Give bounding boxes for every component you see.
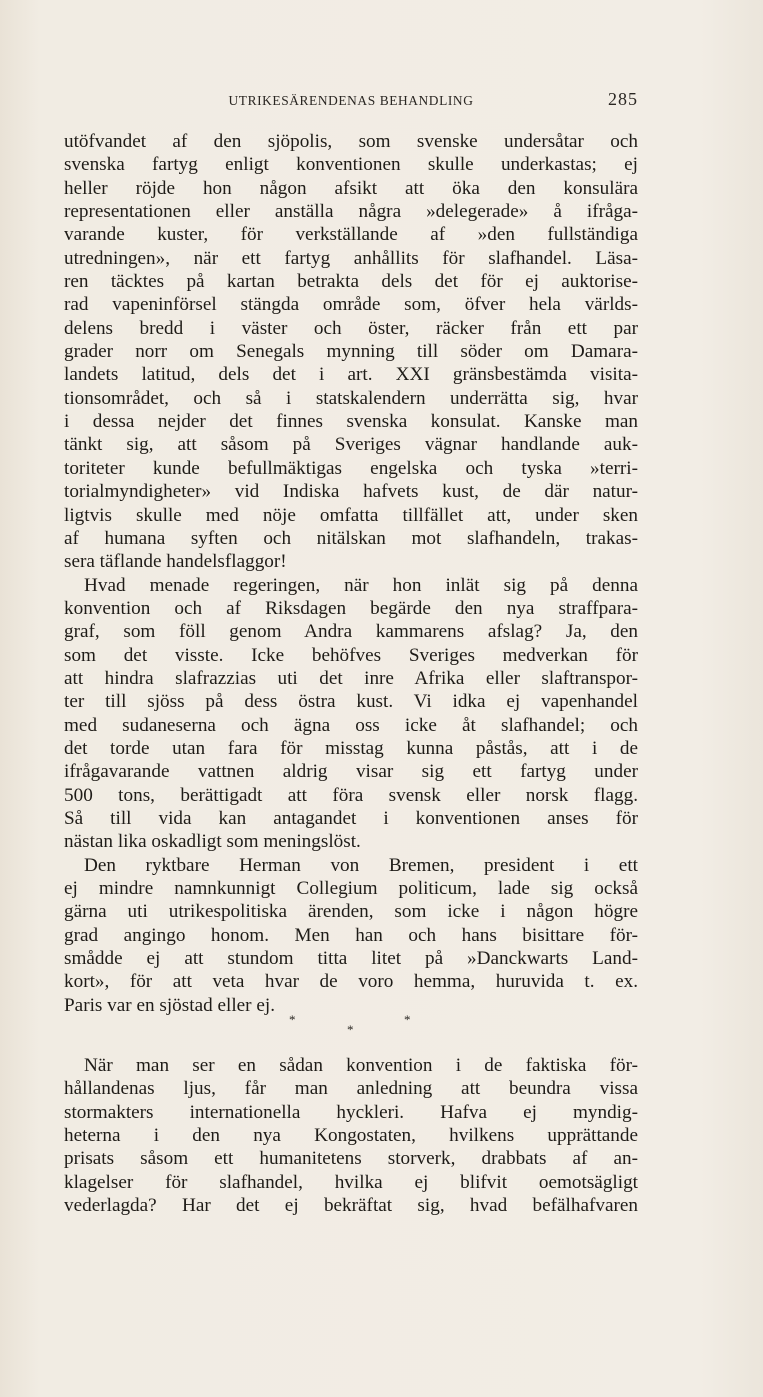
- text-line: med sudaneserna och ägna oss icke åt slafhandel; och: [64, 714, 638, 736]
- text-line: Den ryktbare Herman von Bremen, president i ett: [84, 854, 638, 876]
- text-line: När man ser en sådan konvention i de faktiska för-: [84, 1055, 638, 1076]
- text-line: grader norr om Senegals mynning till söder om Damara-: [64, 341, 638, 363]
- page-header: [64, 88, 638, 114]
- text-line: representationen eller anställa några »delegerade» å ifråga-: [64, 201, 638, 223]
- text-line: klagelser för slafhandel, hvilka ej blifvit oemotsägligt: [64, 1171, 638, 1193]
- text-line: i dessa nejder det finnes svenska konsulat. Kanske man: [64, 411, 638, 433]
- page-number: 285: [608, 89, 638, 109]
- text-line: ter till sjöss på dess östra kust. Vi idka ej vapenhandel: [64, 691, 638, 713]
- text-line: tionsområdet, och så i statskalendern underrätta sig, hvar: [64, 387, 638, 409]
- section-break-asterism: [64, 1012, 638, 1042]
- text-line: 500 tons, berättigadt att föra svensk eller norsk flagg.: [64, 784, 638, 806]
- text-line: nästan lika oskadligt som meningslöst.: [64, 831, 361, 853]
- text-line: rad vapeninförsel stängda område som, öfver hela världs-: [64, 294, 638, 316]
- section-text: [64, 1054, 638, 1217]
- text-line: prisats såsom ett humanitetens storverk, drabbats af an-: [64, 1148, 638, 1170]
- text-line: ren täcktes på kartan betrakta dels det för ej auktorise-: [64, 271, 638, 293]
- text-line: toriteter kunde befullmäktigas engelska och tyska »terri-: [64, 457, 638, 479]
- text-line: vederlagda? Har det ej bekräftat sig, hvad befälhafvaren: [64, 1195, 638, 1217]
- text-line: Hvad menade regeringen, när hon inlät sig på denna: [84, 574, 638, 596]
- text-line: landets latitud, dels det i art. XXI gränsbestämda visita-: [64, 364, 638, 386]
- text-line: ligtvis skulle med nöje omfatta tillfället att, under sken: [64, 504, 638, 526]
- text-line: af humana syften och nitälskan mot slafhandeln, trakas-: [64, 527, 638, 549]
- text-line: delens bredd i väster och öster, räcker från ett par: [64, 317, 638, 339]
- text-line: konvention och af Riksdagen begärde den nya straffpara-: [64, 597, 638, 619]
- asterisk: *: [404, 1012, 411, 1027]
- text-line: tänkt sig, att såsom på Sveriges vägnar handlande auk-: [64, 434, 638, 456]
- asterisk: *: [289, 1012, 296, 1027]
- text-line: ej mindre namnkunnigt Collegium politicum, lade sig också: [64, 878, 638, 899]
- text-line: Paris var en sjöstad eller ej.: [64, 994, 275, 1016]
- text-line: det torde utan fara för misstag kunna påstås, att i de: [64, 737, 638, 759]
- text-line: hållandenas ljus, får man anledning att beundra vissa: [64, 1078, 638, 1100]
- main-text: [64, 130, 638, 1017]
- text-line: kort», för att veta hvar de voro hemma, huruvida t. ex.: [64, 971, 638, 993]
- text-line: svenska fartyg enligt konventionen skulle underkastas; ej: [64, 154, 638, 176]
- text-line: ifrågavarande vattnen aldrig visar sig ett fartyg under: [64, 761, 638, 783]
- text-line: heterna i den nya Kongostaten, hvilkens upprättande: [64, 1125, 638, 1147]
- text-line: utredningen», när ett fartyg anhållits för slafhandel. Läsa-: [64, 247, 638, 269]
- text-line: varande kuster, för verkställande af »den fullständiga: [64, 224, 638, 246]
- text-line: som det visste. Icke behöfves Sveriges medverkan för: [64, 644, 638, 666]
- text-line: heller röjde hon någon afsikt att öka den konsulära: [64, 177, 638, 199]
- text-line: grad angingo honom. Men han och hans bisittare för-: [64, 924, 638, 946]
- text-line: torialmyndigheter» vid Indiska hafvets kust, de där natur-: [64, 481, 638, 503]
- text-line: Så till vida kan antagandet i konventionen anses för: [64, 807, 638, 829]
- asterisk: *: [347, 1022, 354, 1037]
- text-line: utöfvandet af den sjöpolis, som svenske undersåtar och: [64, 131, 638, 152]
- running-head: UTRIKESÄRENDENAS BEHANDLING: [228, 93, 474, 108]
- text-line: att hindra slafrazzias uti det inre Afrika eller slaftranspor-: [64, 667, 638, 689]
- text-line: gärna uti utrikespolitiska ärenden, som icke i någon högre: [64, 901, 638, 923]
- text-line: smådde ej att stundom titta litet på »Danckwarts Land-: [64, 948, 638, 970]
- text-line: graf, som föll genom Andra kammarens afslag? Ja, den: [64, 621, 638, 643]
- text-line: sera täflande handelsflaggor!: [64, 551, 287, 573]
- text-line: stormakters internationella hyckleri. Hafva ej myndig-: [64, 1101, 638, 1123]
